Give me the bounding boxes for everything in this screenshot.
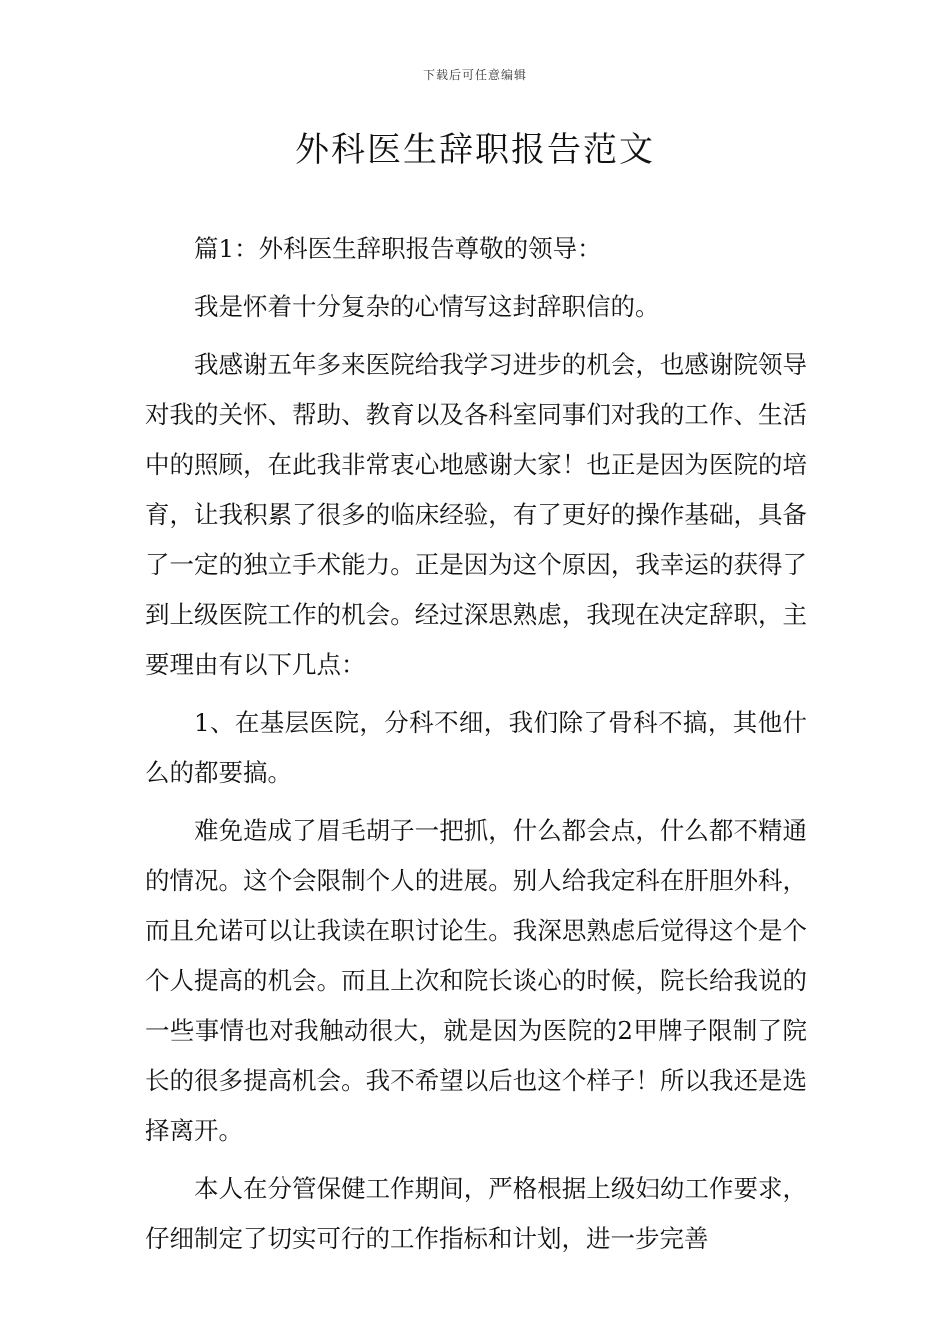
paragraph: 本人在分管保健工作期间，严格根据上级妇幼工作要求，仔细制定了切实可行的工作指标和计划，进一步完善 — [145, 1174, 807, 1253]
paragraph: 我感谢五年多来医院给我学习进步的机会，也感谢院领导对我的关怀、帮助、教育以及各科室同事们对我的工作、生活中的照顾，在此我非常衷心地感谢大家！也正是因为医院的培育，让我积累了很多的临床经验，有了更好的操作基础，具备了一定的独立手术能力。正是因为这个原因，我幸运的获得了到上级医院工作的机会。经过深思熟虑，我现在决定辞职，主要理由有以下几点： — [145, 350, 807, 679]
paragraph: 难免造成了眉毛胡子一把抓，什么都会点，什么都不精通的情况。这个会限制个人的进展。别人给我定科在肝胆外科，而且允诺可以让我读在职讨论生。我深思熟虑后觉得这个是个个人提高的机会。而且上次和院长谈心的时候，院长给我说的一些事情也对我触动很大，就是因为医院的2甲牌子限制了院长的很多提高机会。我不希望以后也这个样子！所以我还是选择离开。 — [145, 816, 807, 1145]
paragraph: 1、在基层医院，分科不细，我们除了骨科不搞，其他什么的都要搞。 — [145, 708, 807, 787]
paragraph: 我是怀着十分复杂的心情写这封辞职信的。 — [194, 292, 660, 321]
paragraph-heading: 篇1：外科医生辞职报告尊敬的领导： — [194, 234, 602, 263]
document-body — [145, 224, 807, 1272]
header-note: 下载后可任意编辑 — [422, 68, 527, 82]
document-title: 外科医生辞职报告范文 — [295, 130, 655, 170]
